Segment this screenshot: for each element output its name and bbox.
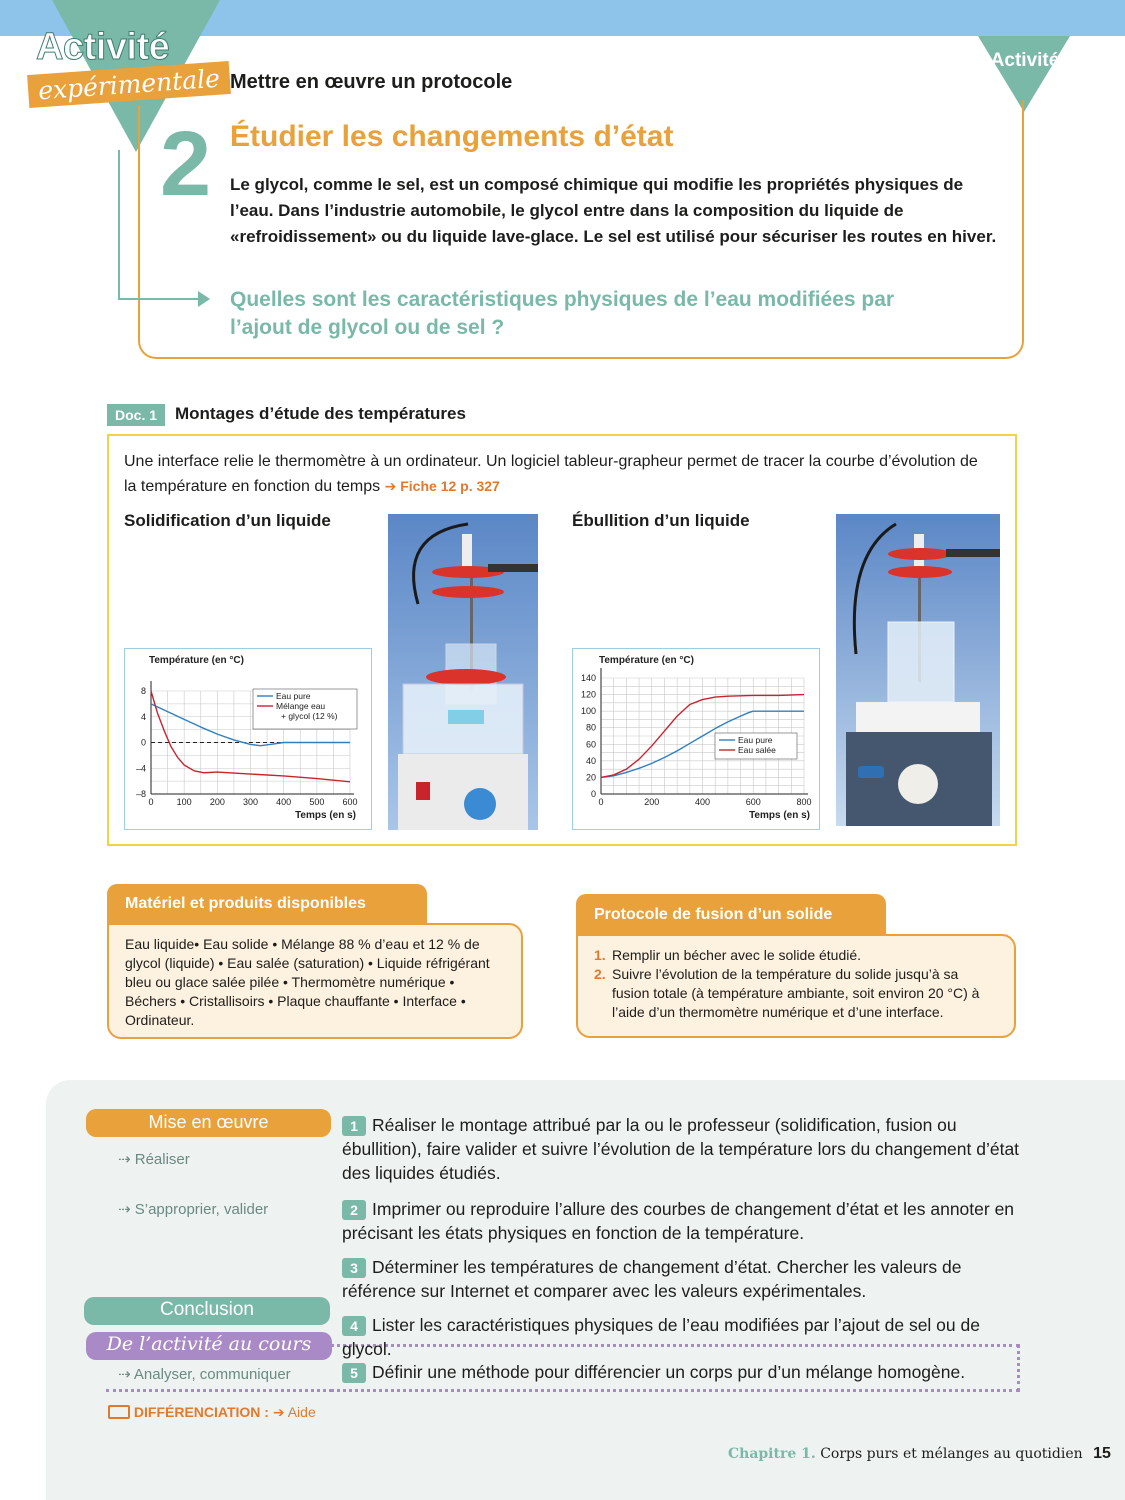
y-tick-label: 0 [590, 789, 596, 799]
task-text: Lister les caractéristiques physiques de l’eau modifiées par l’ajout de sel ou de glycol. [342, 1315, 980, 1359]
y-tick-label: 120 [580, 689, 596, 700]
y-tick-label: –4 [135, 763, 146, 774]
task-text: Déterminer les températures de changement d’état. Chercher les valeurs de référence sur Internet et comparer avec les valeurs expérimentales. [342, 1257, 962, 1301]
corner-triangle [978, 36, 1070, 112]
badge-activite: Activité [36, 26, 170, 68]
task-item [342, 1197, 1022, 1245]
arrow-line [118, 298, 200, 300]
legend-label: + glycol (12 %) [281, 711, 338, 721]
differenciation [108, 1404, 316, 1421]
x-tick-label: 300 [242, 797, 259, 807]
right-subtitle: Ébullition d’un liquide [572, 511, 750, 530]
chapter-title: Corps purs et mélanges au quotidien [820, 1446, 1083, 1462]
fiche-ref: Fiche 12 p. 327 [400, 478, 500, 494]
x-tick-label: 0 [598, 797, 604, 807]
frame-connector [1022, 100, 1024, 112]
protocol-steps [594, 946, 998, 1022]
page-footer [728, 1445, 1111, 1463]
problem-question: Quelles sont les caractéristiques physiques de l’eau modifiées par l’ajout de glycol ou de sel ? [230, 288, 895, 339]
boiling-setup-photo [836, 514, 1000, 826]
dotted-arrow-icon: ⇢ [118, 1201, 131, 1218]
task-item [342, 1255, 1022, 1303]
aide-link[interactable] [273, 1404, 316, 1420]
x-tick-label: 600 [745, 797, 761, 807]
task-number: 5 [342, 1363, 366, 1383]
x-tick-label: 400 [276, 797, 292, 807]
task-item [342, 1313, 1022, 1361]
arrow-circle-icon: ➔ [272, 1404, 285, 1420]
dotted-arrow-icon: ⇢ [118, 1151, 131, 1168]
doc-text-body: Une interface relie le thermomètre à un ordinateur. Un logiciel tableur-grapheur permet de tracer la courbe d’évolution de la température en fonction du temps [124, 453, 978, 495]
y-tick-label: 100 [580, 706, 596, 717]
protocol-box [576, 934, 1016, 1038]
x-tick-label: 200 [644, 797, 660, 807]
arrow-circle-icon: ➔ [384, 478, 397, 494]
solidification-chart [124, 648, 372, 830]
task-text: Réaliser le montage attribué par la ou le professeur (solidification, fusion ou ébullition), faire valider et suivre l’évolution de la température lors du changement d’état des liquides étudiés. [342, 1115, 1020, 1183]
mise-en-oeuvre-tag: Mise en œuvre [86, 1109, 331, 1137]
protocol-step [594, 946, 998, 965]
doc-tag: Doc. 1 [107, 404, 165, 426]
boiling-chart [572, 648, 820, 830]
left-subtitle: Solidification d’un liquide [124, 511, 331, 530]
skill-label: Analyser, communiquer [133, 1366, 291, 1383]
materials-tab: Matériel et produits disponibles [107, 884, 427, 924]
y-axis-label: Température (en °C) [149, 655, 244, 666]
chapter-number: Chapitre 1. [728, 1446, 816, 1462]
skill-analyser [118, 1365, 291, 1383]
x-tick-label: 500 [309, 797, 325, 807]
legend-label: Mélange eau [276, 701, 326, 711]
page-number: 15 [1093, 1445, 1111, 1462]
skill-label: S’approprier, valider [134, 1201, 269, 1218]
doc-title: Montages d’étude des températures [175, 404, 466, 423]
x-tick-label: 800 [796, 797, 812, 807]
y-tick-label: 0 [140, 737, 146, 748]
task-number: 4 [342, 1316, 366, 1336]
aide-label: Aide [287, 1404, 316, 1420]
x-tick-label: 600 [342, 797, 358, 807]
y-axis-label: Température (en °C) [599, 655, 694, 666]
task-item [342, 1113, 1022, 1185]
x-tick-label: 100 [176, 797, 192, 807]
materials-text: Eau liquide• Eau solide • Mélange 88 % d’eau et 12 % de glycol (liquide) • Eau salée (saturation) • Liquide réfrigérant bleu ou glace salée pilée • Thermomètre numérique • Béchers • Cristallisoirs • Plaque chauffante • Interface • Ordinateur. [107, 923, 523, 1039]
arrow-line [118, 150, 120, 300]
task-number: 2 [342, 1200, 366, 1220]
arrow-right-icon [198, 291, 210, 307]
fiche-link[interactable] [385, 478, 500, 494]
boiling-chart-svg [573, 649, 821, 831]
x-axis-label: Temps (en s) [295, 810, 356, 821]
activite-au-cours-tag: De l’activité au cours [86, 1332, 332, 1360]
legend-label: Eau salée [738, 745, 776, 755]
conclusion-tag: Conclusion [84, 1297, 330, 1325]
activity-number: 2 [160, 113, 212, 215]
step-number: 2. [594, 966, 606, 982]
screen-icon [108, 1405, 130, 1419]
task-number: 1 [342, 1116, 366, 1136]
protocol-tab: Protocole de fusion d’un solide [576, 894, 886, 934]
y-tick-label: 80 [585, 722, 596, 733]
legend-label: Eau pure [276, 691, 311, 701]
solidification-chart-svg [125, 649, 373, 831]
step-text: Remplir un bécher avec le solide étudié. [612, 947, 862, 963]
y-tick-label: –8 [135, 789, 146, 799]
y-tick-label: 140 [580, 673, 596, 683]
y-tick-label: 60 [585, 739, 596, 750]
step-text: Suivre l’évolution de la température du solide jusqu’à sa fusion totale (à température ambiante, soit environ 20 °C) à l’aide d’un thermomètre numérique et d’une interface. [612, 966, 980, 1020]
protocol-step [594, 965, 998, 1022]
skill-label: Réaliser [134, 1151, 190, 1168]
task-text: Définir une méthode pour différencier un corps pur d’un mélange homogène. [372, 1362, 966, 1382]
task-text: Imprimer ou reproduire l’allure des courbes de changement d’état et les annoter en précisant les états physiques en fonction de la température. [342, 1199, 1015, 1243]
y-tick-label: 8 [140, 686, 146, 696]
dotted-arrow-icon: ⇢ [118, 1366, 131, 1383]
badge-experimentale: expérimentale [27, 61, 231, 108]
y-tick-label: 40 [585, 755, 596, 766]
x-tick-label: 400 [694, 797, 711, 807]
intro-text: Le glycol, comme le sel, est un composé chimique qui modifie les propriétés physiques de l’eau. Dans l’industrie automobile, le glycol entre dans la composition du liquide de «refroidissement» ou du liquide lave-glace. Le sel est utilisé pour sécuriser les routes en hiver. [230, 175, 997, 246]
solidification-setup-photo [388, 514, 538, 830]
legend-label: Eau pure [738, 735, 773, 745]
corner-label: Activité [990, 50, 1060, 71]
differenciation-label: DIFFÉRENCIATION : [133, 1404, 269, 1420]
x-axis-label: Temps (en s) [749, 810, 810, 821]
dotted-divider [106, 1389, 332, 1392]
activity-title: Étudier les changements d’état [230, 120, 674, 153]
x-tick-label: 0 [148, 797, 154, 807]
page-subtitle: Mettre en œuvre un protocole [230, 71, 513, 93]
task-number: 3 [342, 1258, 366, 1278]
doc-text [124, 450, 994, 499]
solidification-setup-illustration [388, 514, 538, 830]
task-item [342, 1360, 1022, 1384]
skill-approprier [118, 1200, 268, 1218]
y-tick-label: 20 [585, 772, 596, 783]
boiling-setup-illustration [836, 514, 1000, 826]
y-tick-label: 4 [140, 711, 146, 722]
step-number: 1. [594, 947, 606, 963]
skill-realiser [118, 1150, 190, 1168]
x-tick-label: 200 [209, 797, 225, 807]
